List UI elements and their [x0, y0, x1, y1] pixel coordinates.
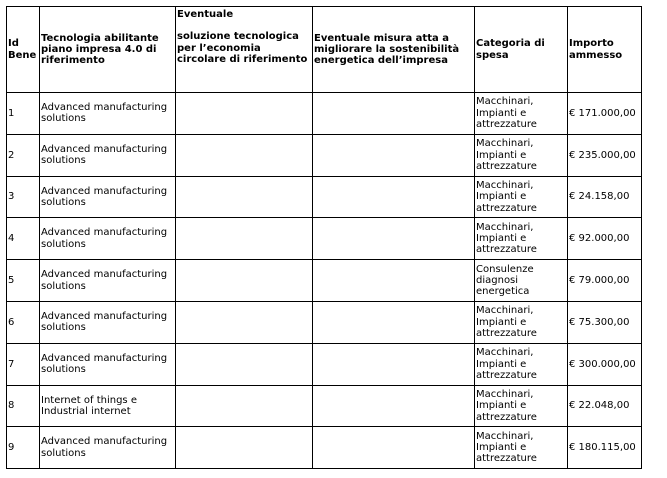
cell-id: 9 — [7, 427, 40, 469]
cell-soluzione — [176, 134, 313, 176]
cell-id: 7 — [7, 343, 40, 385]
cell-categoria: Macchinari, Impianti e attrezzature — [475, 385, 568, 427]
cell-importo: € 92.000,00 — [568, 218, 642, 260]
cell-tecnologia: Internet of things e Industrial internet — [40, 385, 176, 427]
cell-importo: € 24.158,00 — [568, 176, 642, 218]
cell-soluzione — [176, 385, 313, 427]
cell-importo: € 75.300,00 — [568, 301, 642, 343]
cell-misura — [313, 134, 475, 176]
cell-tecnologia: Advanced manufacturing solutions — [40, 218, 176, 260]
header-row — [7, 7, 642, 93]
cell-id: 6 — [7, 301, 40, 343]
header-soluzione-line1: Eventuale — [177, 9, 234, 20]
header-tecnologia: Tecnologia abilitante piano impresa 4.0 di riferimento — [40, 7, 176, 93]
cell-soluzione — [176, 93, 313, 135]
cell-tecnologia: Advanced manufacturing solutions — [40, 176, 176, 218]
cell-categoria: Consulenze diagnosi energetica — [475, 260, 568, 302]
cell-misura — [313, 301, 475, 343]
cell-tecnologia: Advanced manufacturing solutions — [40, 134, 176, 176]
cell-categoria: Macchinari, Impianti e attrezzature — [475, 218, 568, 260]
cell-misura — [313, 260, 475, 302]
cell-tecnologia: Advanced manufacturing solutions — [40, 427, 176, 469]
header-categoria: Categoria di spesa — [475, 7, 568, 93]
cell-importo: € 180.115,00 — [568, 427, 642, 469]
header-soluzione-line2: soluzione tecnologica per l’economia circolare di riferimento — [177, 31, 308, 65]
cell-misura — [313, 218, 475, 260]
cell-importo: € 235.000,00 — [568, 134, 642, 176]
header-importo: Importo ammesso — [568, 7, 642, 93]
table-row — [7, 260, 642, 302]
cell-misura — [313, 427, 475, 469]
cell-categoria: Macchinari, Impianti e attrezzature — [475, 343, 568, 385]
cell-soluzione — [176, 301, 313, 343]
header-id-bene: Id Bene — [7, 7, 40, 93]
cell-soluzione — [176, 218, 313, 260]
table-row — [7, 134, 642, 176]
table-row — [7, 176, 642, 218]
cell-categoria: Macchinari, Impianti e attrezzature — [475, 427, 568, 469]
investment-table — [6, 6, 642, 469]
cell-id: 8 — [7, 385, 40, 427]
cell-categoria: Macchinari, Impianti e attrezzature — [475, 301, 568, 343]
header-misura: Eventuale misura atta a migliorare la sostenibilità energetica dell’impresa — [313, 7, 475, 93]
cell-soluzione — [176, 343, 313, 385]
cell-id: 1 — [7, 93, 40, 135]
cell-misura — [313, 385, 475, 427]
cell-id: 4 — [7, 218, 40, 260]
cell-soluzione — [176, 260, 313, 302]
cell-id: 3 — [7, 176, 40, 218]
cell-soluzione — [176, 427, 313, 469]
cell-categoria: Macchinari, Impianti e attrezzature — [475, 134, 568, 176]
cell-misura — [313, 343, 475, 385]
header-soluzione — [176, 7, 313, 93]
table-row — [7, 343, 642, 385]
cell-importo: € 171.000,00 — [568, 93, 642, 135]
cell-categoria: Macchinari, Impianti e attrezzature — [475, 176, 568, 218]
cell-importo: € 22.048,00 — [568, 385, 642, 427]
cell-id: 5 — [7, 260, 40, 302]
cell-categoria: Macchinari, Impianti e attrezzature — [475, 93, 568, 135]
cell-importo: € 300.000,00 — [568, 343, 642, 385]
table-row — [7, 218, 642, 260]
cell-misura — [313, 176, 475, 218]
cell-tecnologia: Advanced manufacturing solutions — [40, 343, 176, 385]
cell-importo: € 79.000,00 — [568, 260, 642, 302]
table-row — [7, 427, 642, 469]
table-row — [7, 385, 642, 427]
cell-tecnologia: Advanced manufacturing solutions — [40, 93, 176, 135]
table-row — [7, 301, 642, 343]
cell-id: 2 — [7, 134, 40, 176]
cell-tecnologia: Advanced manufacturing solutions — [40, 260, 176, 302]
cell-soluzione — [176, 176, 313, 218]
cell-misura — [313, 93, 475, 135]
table-row — [7, 93, 642, 135]
cell-tecnologia: Advanced manufacturing solutions — [40, 301, 176, 343]
